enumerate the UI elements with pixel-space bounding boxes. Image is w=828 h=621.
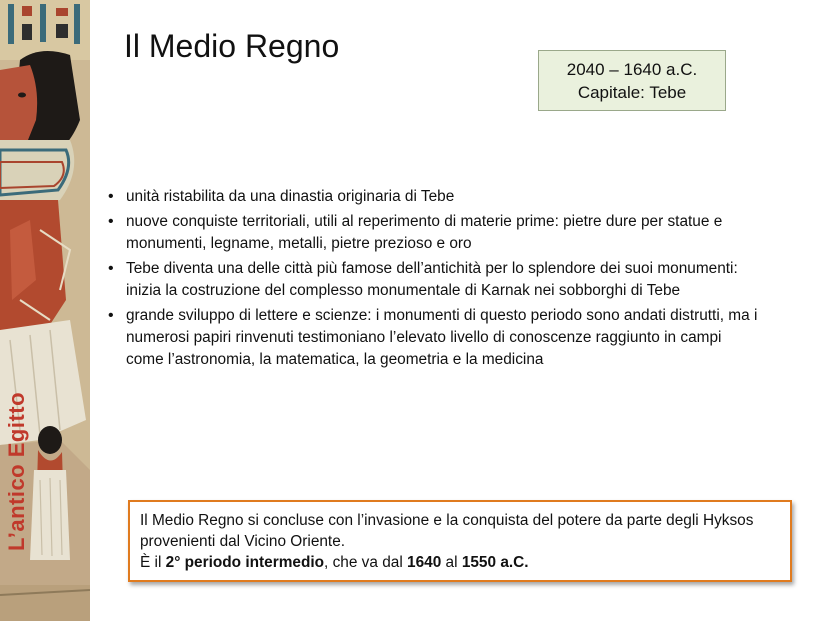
note-end-year: 1550 a.C. — [461, 554, 529, 571]
date-range: 2040 – 1640 a.C. — [566, 60, 698, 79]
list-item: • Tebe diventa una delle città più famose dell’antichità per lo splendore dei suoi monumenti: inizia la costruzione del complesso monumentale di Karnak nei sobborghi di Tebe — [108, 258, 758, 302]
note-line-2 — [140, 552, 780, 573]
bullet-list — [108, 186, 758, 374]
note-period: 2° periodo intermedio — [165, 554, 325, 571]
list-item: • grande sviluppo di lettere e scienze: i monumenti di questo periodo sono andati distrutti, ma i numerosi papiri rinvenuti testimoniano l’elevato livello di conoscenze raggiunto in campi come l’astronomia, la matematica, la geometria e la medicina — [108, 305, 758, 371]
page-title: Il Medio Regno — [124, 28, 340, 64]
sidebar-title: L’antico Egitto — [4, 391, 29, 551]
note-start-year: 1640 — [407, 554, 442, 571]
date-box — [538, 50, 726, 111]
note-text: , che va dal — [324, 554, 408, 571]
note-line-1: Il Medio Regno si concluse con l’invasione e la conquista del potere da parte degli Hyksos provenienti dal Vicino Oriente. — [140, 512, 754, 550]
list-item: • unità ristabilita da una dinastia originaria di Tebe — [108, 186, 758, 208]
note-text: al — [441, 554, 462, 571]
note-text: È il — [140, 554, 166, 571]
egyptian-fresco-image — [0, 0, 90, 621]
conclusion-note — [128, 500, 792, 582]
capital-label: Capitale: Tebe — [577, 83, 687, 102]
list-item: • nuove conquiste territoriali, utili al reperimento di materie prime: pietre dure per statue e monumenti, legname, metalli, pietre prezioso e oro — [108, 211, 758, 255]
